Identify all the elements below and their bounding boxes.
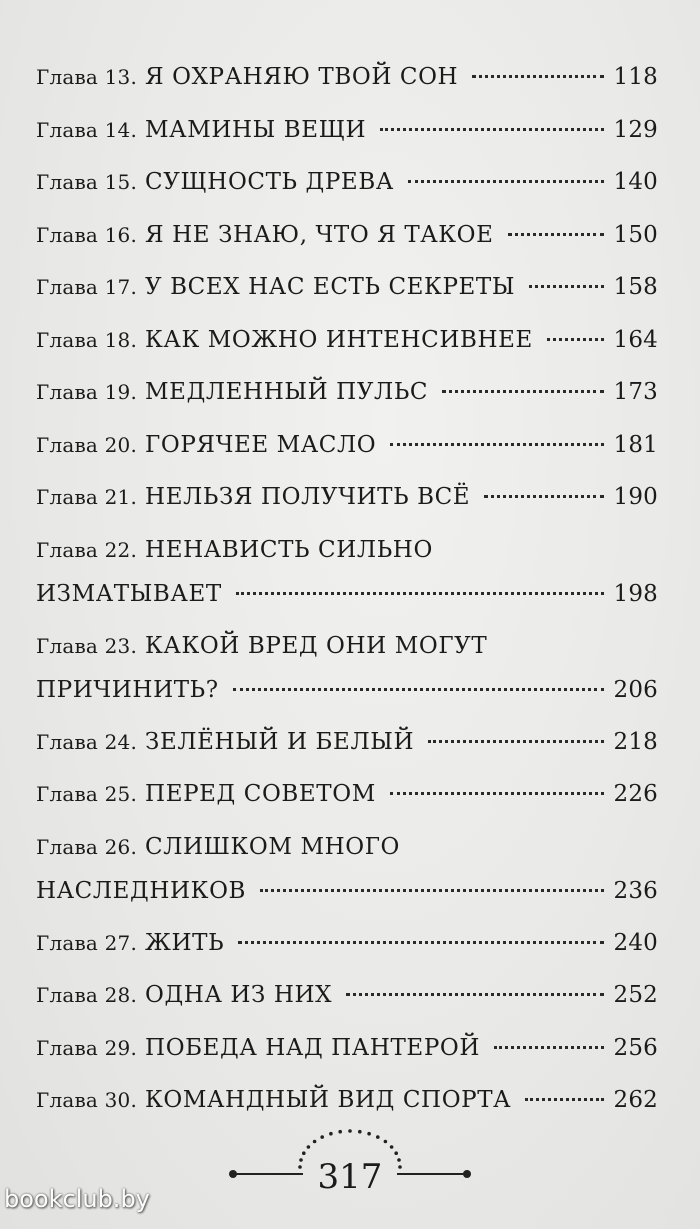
toc-entry-line xyxy=(36,924,658,977)
chapter-number: Глава 23. xyxy=(36,633,138,658)
chapter-title: Я ОХРАНЯЮ ТВОЙ СОН xyxy=(145,64,459,90)
toc-entry-line xyxy=(36,58,658,111)
chapter-number: Глава 21. xyxy=(36,485,138,509)
dot-leader xyxy=(346,993,603,996)
chapter-page-number: 256 xyxy=(613,1034,658,1061)
chapter-title: НЕНАВИСТЬ СИЛЬНО xyxy=(145,536,433,563)
chapter-page-number: 198 xyxy=(613,580,658,607)
toc-entry xyxy=(36,216,658,269)
chapter-number: Глава 27. xyxy=(36,930,138,955)
toc-entry xyxy=(36,321,658,374)
toc-entry xyxy=(36,373,658,426)
toc-entry-line xyxy=(36,216,658,269)
toc-entry xyxy=(36,924,658,977)
chapter-number: Глава 19. xyxy=(36,380,138,404)
chapter-page-number: 190 xyxy=(613,484,658,510)
toc-entry xyxy=(36,723,658,776)
chapter-title: НАСЛЕДНИКОВ xyxy=(36,877,247,904)
toc-entry-line xyxy=(36,872,658,924)
toc-entry-label xyxy=(36,111,366,149)
chapter-number: Глава 16. xyxy=(36,222,138,247)
chapter-page-number: 129 xyxy=(613,116,658,143)
toc-entry-label xyxy=(36,426,376,464)
chapter-title: НЕЛЬЗЯ ПОЛУЧИТЬ ВСЁ xyxy=(145,484,471,510)
chapter-number: Глава 30. xyxy=(36,1088,138,1112)
chapter-number: Глава 17. xyxy=(36,275,138,299)
dot-leader xyxy=(484,495,603,498)
toc-entry-line xyxy=(36,321,658,374)
toc-entry-label xyxy=(36,924,224,962)
chapter-title: ГОРЯЧЕЕ МАСЛО xyxy=(145,431,377,458)
chapter-number: Глава 18. xyxy=(36,327,138,352)
chapter-title: КАК МОЖНО ИНТЕНСИВНЕЕ xyxy=(145,326,533,353)
table-of-contents xyxy=(36,58,658,1134)
chapter-title: СЛИШКОМ МНОГО xyxy=(145,833,400,860)
chapter-page-number: 164 xyxy=(613,326,658,353)
toc-entry-label xyxy=(36,373,428,411)
chapter-title: ОДНА ИЗ НИХ xyxy=(145,982,333,1008)
toc-entry-line xyxy=(36,1029,658,1082)
toc-entry-line xyxy=(36,373,658,426)
chapter-number: Глава 14. xyxy=(36,117,138,142)
toc-entry-line xyxy=(36,426,658,479)
dot-leader xyxy=(442,390,603,393)
chapter-page-number: 206 xyxy=(613,676,658,703)
toc-entry xyxy=(36,627,658,723)
chapter-page-number: 252 xyxy=(613,982,658,1008)
chapter-number: Глава 25. xyxy=(36,782,138,806)
toc-entry xyxy=(36,111,658,164)
toc-entry xyxy=(36,828,658,924)
toc-entry-label xyxy=(36,723,414,761)
chapter-title: У ВСЕХ НАС ЕСТЬ СЕКРЕТЫ xyxy=(145,274,516,300)
toc-entry-line xyxy=(36,268,658,321)
chapter-number: Глава 20. xyxy=(36,432,138,457)
dot-leader xyxy=(547,338,604,341)
chapter-number: Глава 13. xyxy=(36,65,138,89)
toc-entry-label xyxy=(36,1029,480,1067)
toc-entry xyxy=(36,531,658,627)
toc-entry xyxy=(36,163,658,216)
toc-entry-line xyxy=(36,976,658,1029)
toc-entry xyxy=(36,1029,658,1082)
toc-entry xyxy=(36,426,658,479)
chapter-page-number: 236 xyxy=(613,877,658,904)
chapter-title: МАМИНЫ ВЕЩИ xyxy=(145,116,367,143)
watermark: bookclub.by xyxy=(4,1185,150,1213)
chapter-page-number: 181 xyxy=(613,431,658,458)
chapter-page-number: 240 xyxy=(613,929,658,956)
chapter-number: Глава 24. xyxy=(36,729,138,754)
toc-entry-label xyxy=(36,627,487,665)
toc-entry-label xyxy=(36,828,400,866)
chapter-page-number: 173 xyxy=(613,379,658,405)
dot-leader xyxy=(390,443,603,446)
toc-entry-line xyxy=(36,671,658,723)
chapter-title: Я НЕ ЗНАЮ, ЧТО Я ТАКОЕ xyxy=(145,221,494,248)
chapter-number: Глава 22. xyxy=(36,537,138,562)
chapter-title: ЗЕЛЁНЫЙ И БЕЛЫЙ xyxy=(145,728,415,755)
chapter-title: КАКОЙ ВРЕД ОНИ МОГУТ xyxy=(145,632,488,659)
toc-entry-line xyxy=(36,163,658,216)
toc-entry-label xyxy=(36,163,394,201)
toc-entry-label xyxy=(36,216,494,254)
toc-entry xyxy=(36,775,658,828)
chapter-page-number: 218 xyxy=(613,728,658,755)
toc-entry-line xyxy=(36,828,658,872)
dot-leader xyxy=(260,889,603,892)
chapter-title: ПОБЕДА НАД ПАНТЕРОЙ xyxy=(145,1034,481,1061)
toc-entry-label xyxy=(36,478,470,516)
chapter-page-number: 158 xyxy=(613,274,658,300)
chapter-title: ЖИТЬ xyxy=(145,929,225,956)
dot-leader xyxy=(380,128,603,131)
chapter-title: СУЩНОСТЬ ДРЕВА xyxy=(145,169,394,195)
toc-entry-label xyxy=(36,671,219,709)
chapter-title: ПЕРЕД СОВЕТОМ xyxy=(145,781,376,807)
dot-leader xyxy=(525,1098,603,1101)
toc-entry-line xyxy=(36,575,658,627)
chapter-page-number: 140 xyxy=(613,169,658,195)
dot-leader xyxy=(508,233,604,236)
chapter-title: МЕДЛЕННЫЙ ПУЛЬС xyxy=(145,379,429,405)
dot-leader xyxy=(390,792,604,795)
toc-entry-line xyxy=(36,531,658,575)
toc-entry xyxy=(36,268,658,321)
dot-leader xyxy=(472,75,603,78)
toc-entry-label xyxy=(36,976,332,1014)
chapter-page-number: 226 xyxy=(613,781,658,807)
toc-entry-label xyxy=(36,1081,511,1119)
chapter-title: КОМАНДНЫЙ ВИД СПОРТА xyxy=(145,1087,512,1113)
chapter-page-number: 118 xyxy=(613,64,658,90)
chapter-page-number: 150 xyxy=(613,221,658,248)
toc-entry-label xyxy=(36,58,458,96)
dot-leader xyxy=(408,180,604,183)
toc-entry-label xyxy=(36,575,222,613)
toc-entry-label xyxy=(36,531,433,569)
page-number: 317 xyxy=(317,1157,383,1197)
dot-leader xyxy=(236,592,604,595)
toc-entry-line xyxy=(36,723,658,776)
toc-entry-line xyxy=(36,627,658,671)
chapter-number: Глава 28. xyxy=(36,983,138,1007)
dot-leader xyxy=(494,1046,603,1049)
dot-leader xyxy=(428,740,603,743)
chapter-page-number: 262 xyxy=(613,1087,658,1113)
chapter-number: Глава 26. xyxy=(36,834,138,859)
dot-leader xyxy=(238,941,603,944)
toc-entry xyxy=(36,976,658,1029)
toc-entry-line xyxy=(36,478,658,531)
toc-entry-line xyxy=(36,111,658,164)
chapter-number: Глава 15. xyxy=(36,170,138,194)
chapter-number: Глава 29. xyxy=(36,1035,138,1060)
dot-leader xyxy=(233,688,604,691)
toc-entry-label xyxy=(36,268,515,306)
toc-entry xyxy=(36,478,658,531)
dot-leader xyxy=(529,285,603,288)
toc-entry-line xyxy=(36,775,658,828)
toc-entry-label xyxy=(36,775,376,813)
chapter-title: ПРИЧИНИТЬ? xyxy=(36,676,219,703)
chapter-title: ИЗМАТЫВАЕТ xyxy=(36,580,222,607)
toc-entry-label xyxy=(36,321,533,359)
toc-entry-label xyxy=(36,872,246,910)
toc-entry xyxy=(36,58,658,111)
